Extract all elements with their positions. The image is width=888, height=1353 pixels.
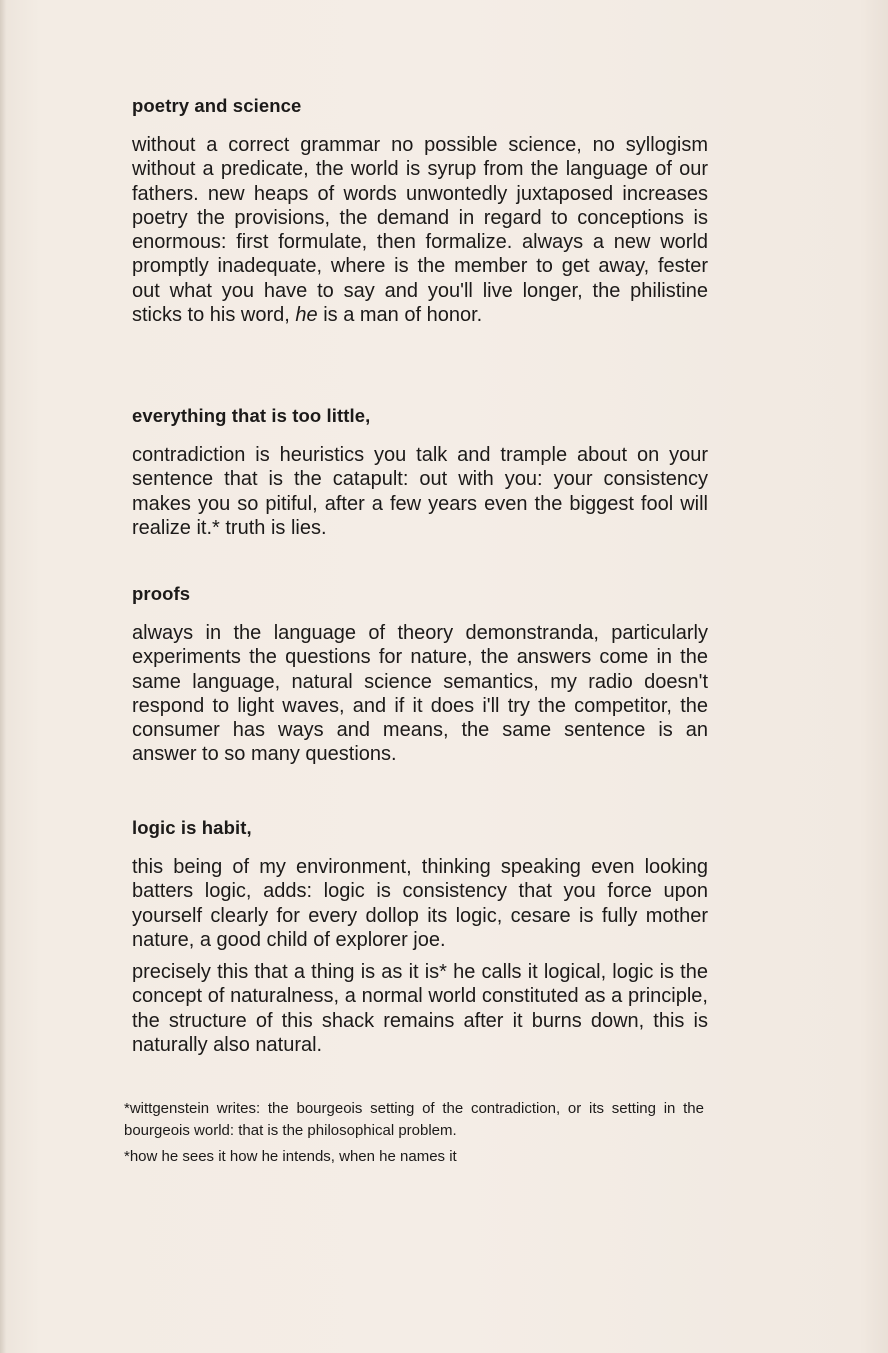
- section-paragraph: contradiction is heuristics you talk and trample about on your sentence that is the catapult: out with you: your consistency makes you so pitiful, after a few years even the biggest fool will realize it.* truth is lies.: [132, 444, 708, 539]
- page-binding-edge: [0, 0, 6, 1353]
- section-heading: logic is habit,: [132, 817, 252, 838]
- section-paragraph: always in the language of theory demonstranda, particularly experiments the questions for nature, the answers come in the same language, natural science semantics, my radio doesn't respond to light waves, and if it does i'll try the competitor, the consumer has ways and means, the same sentence is an answer to so many questions.: [132, 622, 708, 766]
- paragraph-text: is a man of honor.: [317, 304, 483, 327]
- section-proofs: [132, 580, 708, 767]
- section-paragraph: [132, 133, 708, 327]
- footnote: *wittgenstein writes: the bourgeois setting of the contradiction, or its setting in the bourgeois world: that is the philosophical problem.: [124, 1100, 704, 1139]
- footnotes: [124, 1098, 704, 1168]
- section-heading: everything that is too little,: [132, 405, 371, 426]
- section-paragraph: this being of my environment, thinking speaking even looking batters logic, adds: logic is consistency that you force upon yourself clearly for every dollop its logic, cesare is fully mother nature, a good child of explorer joe.: [132, 856, 708, 951]
- paragraph-text: without a correct grammar no possible science, no syllogism without a predicate, the world is syrup from the language of our fathers. new heaps of words unwontedly juxtaposed increases poetry the provisions, the demand in regard to conceptions is enormous: first formulate, then formalize. always a new world promptly inadequate, where is the member to get away, fester out what you have to say and you'll live longer, the philistine sticks to his word,: [132, 134, 708, 327]
- section-paragraph: precisely this that a thing is as it is* he calls it logical, logic is the concept of naturalness, a normal world constituted as a principle, the structure of this shack remains after it burns down, this is naturally also natural.: [132, 961, 708, 1057]
- section-heading: poetry and science: [132, 95, 302, 116]
- section-logic-is-habit: [132, 814, 708, 1057]
- footnote: *how he sees it how he intends, when he names it: [124, 1148, 457, 1165]
- italic-emphasis: he: [295, 304, 318, 327]
- section-heading: proofs: [132, 583, 191, 604]
- section-poetry-and-science: [132, 92, 708, 327]
- section-everything-too-little: [132, 402, 708, 540]
